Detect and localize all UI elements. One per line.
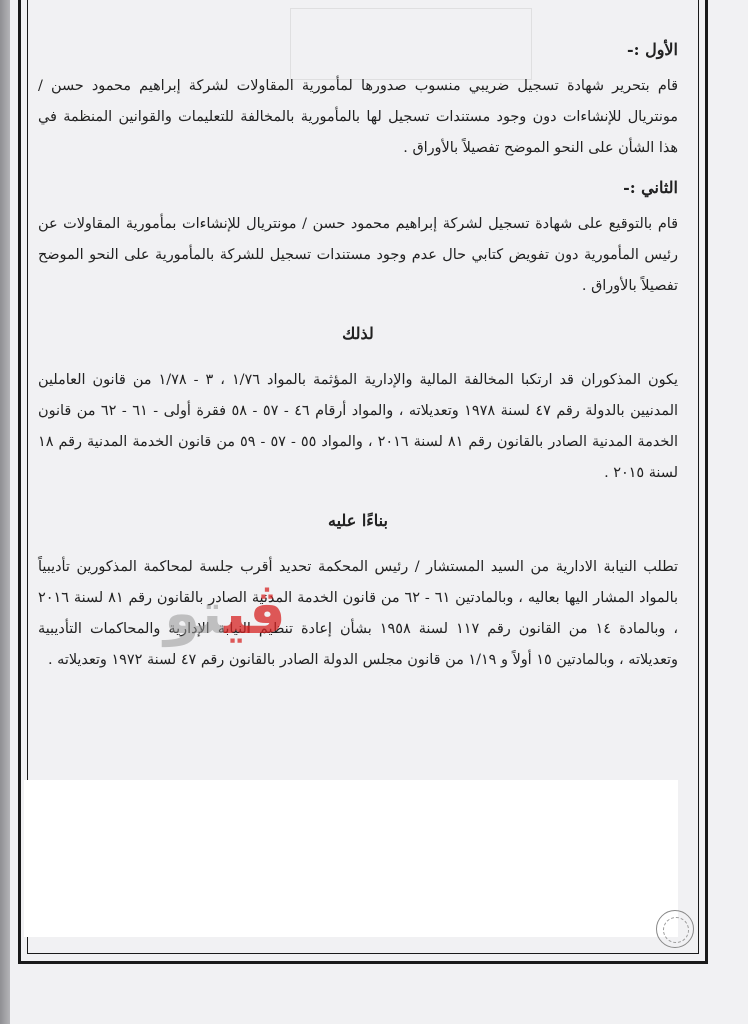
section-paragraph-first: قام بتحرير شهادة تسجيل ضريبي منسوب صدورها لمأمورية المقاولات لشركة إبراهيم محمود حسن / مونتريال للإنشاءات دون وجود مستندات تسجيل لها بالمأمورية بالمخالفة للتعليمات والقوانين المنظمة في هذا الشأن على النحو الموضح تفصيلاً بالأوراق . <box>38 78 678 156</box>
seal-stamp <box>656 910 694 948</box>
section-heading-therefore: لذلك <box>342 324 374 343</box>
section-heading-first: الأول :- <box>626 40 678 59</box>
section-heading-second: الثاني :- <box>623 178 678 197</box>
document-body <box>38 40 678 676</box>
watermark-logo: ڤيتو <box>164 579 286 647</box>
section-paragraph-therefore: يكون المذكوران قد ارتكبا المخالفة المالية والإدارية المؤثمة بالمواد ١/٧٦ ، ٣ - ١/٧٨ من قانون العاملين المدنيين بالدولة رقم ٤٧ لسنة ١٩٧٨ وتعديلاته ، والمواد أرقام ٤٦ - ٥٧ - ٥٨ فقرة أولى - ٦١ - ٦٢ من قانون الخدمة المدنية الصادر بالقانون رقم ٨١ لسنة ٢٠١٦ ، والمواد ٥٥ - ٥٧ - ٥٩ من قانون الخدمة المدنية رقم ١٨ لسنة ٢٠١٥ . <box>38 372 679 481</box>
section-heading-accordingly: بناءًا عليه <box>328 511 388 530</box>
redaction-box <box>24 780 678 937</box>
section-paragraph-second: قام بالتوقيع على شهادة تسجيل لشركة إبراهيم محمود حسن / مونتريال للإنشاءات بمأمورية المقاولات عن رئيس المأمورية دون تفويض كتابي حال عدم وجود مستندات تسجيل للشركة بالمأمورية على النحو الموضح تفصيلاً بالأوراق . <box>38 216 678 294</box>
section-paragraph-accordingly: تطلب النيابة الادارية من السيد المستشار / رئيس المحكمة تحديد أقرب جلسة لمحاكمة المذكورين تأديبياً بالمواد المشار اليها بعاليه ، وبالمادتين ٦١ - ٦٢ من قانون الخدمة المدنية الصادر بالقانون رقم ٨١ لسنة ٢٠١٦ ، وبالمادة ١٤ من القانون رقم ١١٧ لسنة ١٩٥٨ بشأن إعادة تنظيم النيابة الإدارية والمحاكمات التأديبية وتعديلاته ، وبالمادتين ١٥ أولاً و ١/١٩ من قانون مجلس الدولة الصادر بالقانون رقم ٤٧ لسنة ١٩٧٢ وتعديلاته . <box>38 559 679 668</box>
